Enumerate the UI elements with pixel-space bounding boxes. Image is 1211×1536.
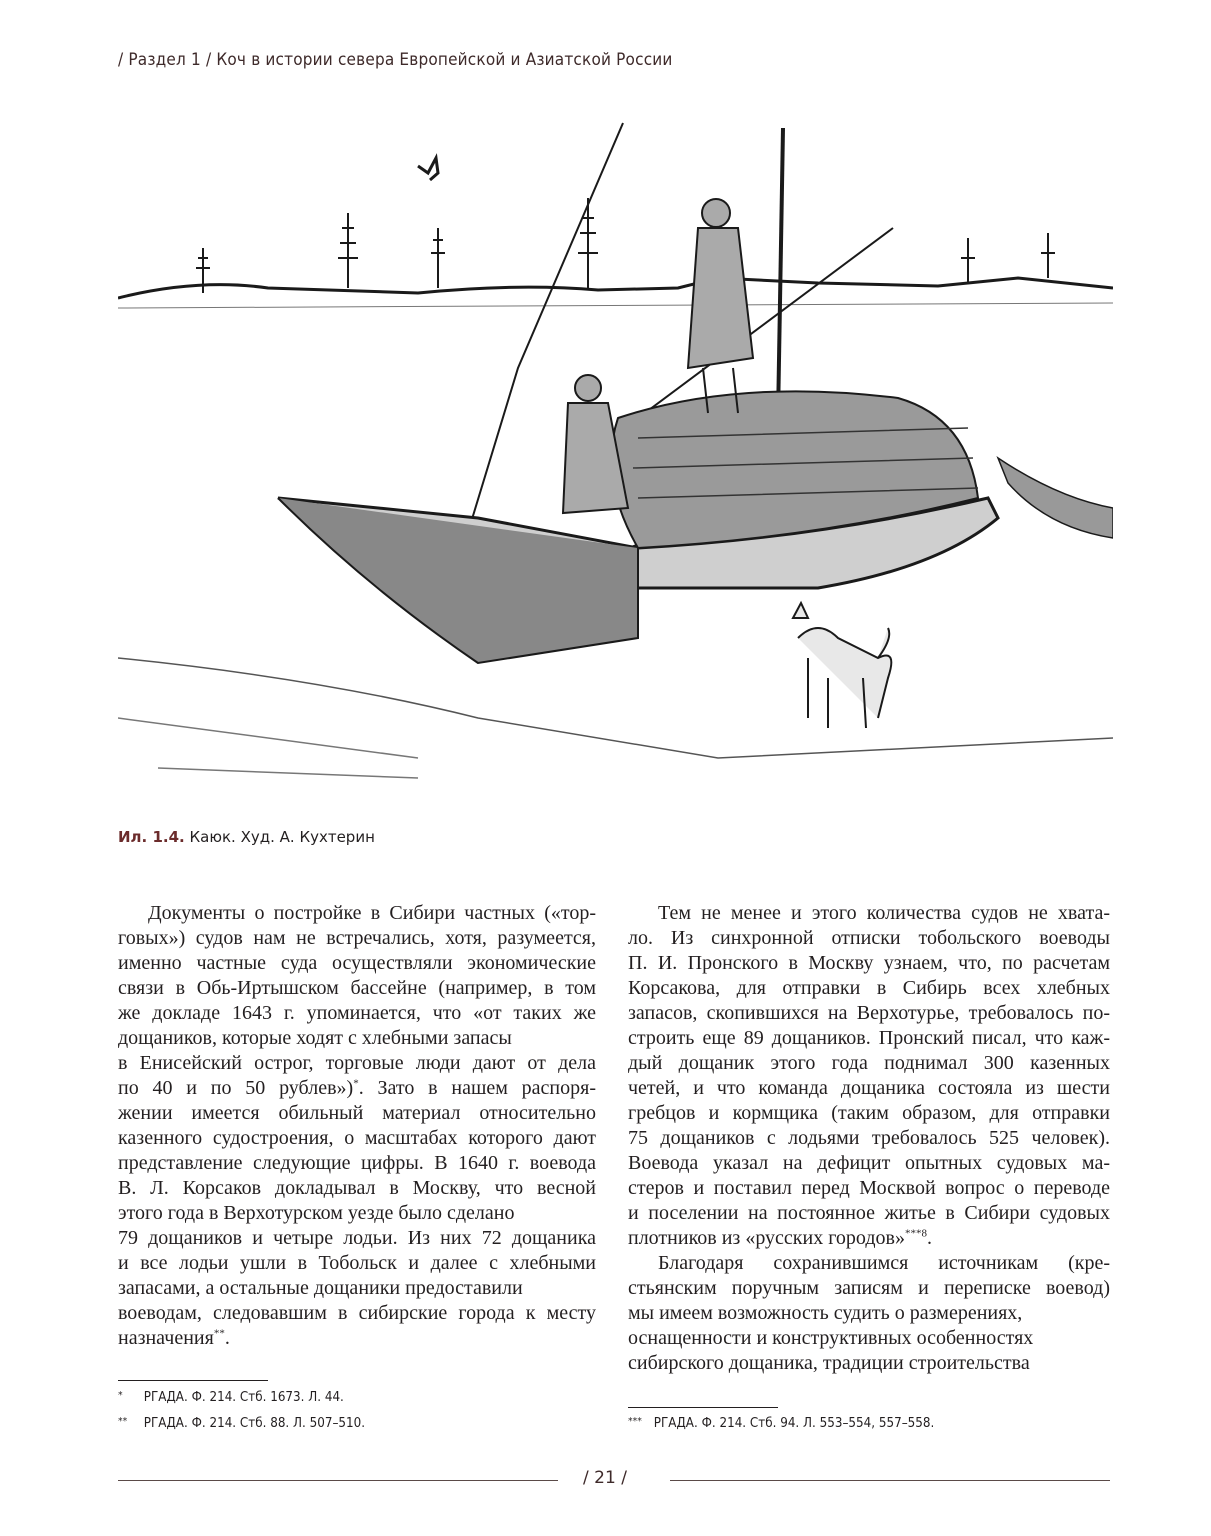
- second-boat: [998, 458, 1113, 538]
- text-line: 79 дощаников и четыре лодьи. Из них 72 дощаника: [118, 1227, 596, 1249]
- text-line: оснащенности и конструктивных особенностях: [628, 1327, 1034, 1349]
- text-line: именно частные суда осуществляли экономические: [118, 952, 596, 974]
- bird: [418, 158, 438, 180]
- text-line: Тем не менее и этого количества судов не хвата-: [658, 902, 1110, 924]
- text-line: В. Л. Корсаков докладывал в Москву, что весной: [118, 1177, 596, 1199]
- mast: [778, 128, 783, 418]
- text-line: говых») судов нам не встречались, хотя, разумеется,: [118, 927, 596, 949]
- footnote-mark: **: [118, 1416, 128, 1427]
- text-fragment: плотников из «русских городов»: [628, 1227, 905, 1249]
- body-column-left: [118, 901, 596, 1351]
- text-line: сибирского дощаника, традиции строительства: [628, 1352, 1030, 1374]
- text-line: воеводам, следовавшим в сибирские города к месту: [118, 1302, 596, 1324]
- text-fragment: . Зато в нашем распоря-: [358, 1077, 596, 1099]
- figure-caption: [118, 828, 375, 846]
- footnote: [628, 1416, 934, 1431]
- text-line: представление следующие цифры. В 1640 г. воевода: [118, 1152, 596, 1174]
- shore-ground: [118, 658, 1113, 758]
- running-header: / Раздел 1 / Коч в истории севера Европейской и Азиатской России: [118, 50, 673, 70]
- figure-label: Ил. 1.4.: [118, 828, 185, 846]
- text-line: стеров и поставил перед Москвой вопрос о переводе: [628, 1177, 1110, 1199]
- text-line: дый дощаник этого года поднимал 300 казенных: [628, 1052, 1110, 1074]
- text-line: стьянским поручным записям и переписке воевод): [628, 1277, 1110, 1299]
- text-line: Документы о постройке в Сибири частных («тор-: [148, 902, 596, 924]
- footnote-text: РГАДА. Ф. 214. Стб. 1673. Л. 44.: [143, 1390, 344, 1405]
- text-line: четей, и что команда дощаника состояла из шести: [628, 1077, 1110, 1099]
- text-line: казенного судостроения, о масштабах которого дают: [118, 1127, 596, 1149]
- text-line: П. И. Пронского в Москву узнаем, что, по расчетам: [628, 952, 1110, 974]
- text-line: запасов, скопившихся на Верхотурье, требовалось по-: [628, 1002, 1110, 1024]
- text-line: связи в Обь-Иртышском бассейне (например, в том: [118, 977, 596, 999]
- text-fragment: по 40 и по 50 рублев»): [118, 1077, 354, 1099]
- footnote-ref[interactable]: ***8: [904, 1227, 927, 1240]
- footnote: [118, 1390, 344, 1405]
- body-column-right: [628, 901, 1110, 1376]
- illustration-kayuk-boat: [118, 118, 1113, 793]
- text-line: жении имеется обильный материал относительно: [118, 1102, 596, 1124]
- footnote-divider: [118, 1380, 268, 1381]
- text-line: Корсакова, для отправки в Сибирь всех хлебных: [628, 977, 1110, 999]
- text-line: Воевода указал на дефицит опытных судовых ма-: [628, 1152, 1110, 1174]
- far-shore: [118, 278, 1113, 298]
- text-line: же докладе 1643 г. упоминается, что «от таких же: [118, 1002, 596, 1024]
- text-fragment: .: [926, 1227, 932, 1249]
- dog: [793, 603, 891, 728]
- text-line: и все лодьи ушли в Тобольск и далее с хлебными: [118, 1252, 596, 1274]
- text-line: в Енисейский острог, торговые люди дают от дела: [118, 1052, 596, 1074]
- footnote-text: РГАДА. Ф. 214. Стб. 88. Л. 507–510.: [143, 1416, 366, 1431]
- footnote-divider: [628, 1407, 778, 1408]
- footnote-text: РГАДА. Ф. 214. Стб. 94. Л. 553–554, 557–558.: [653, 1416, 935, 1431]
- text-line: 75 дощаников с лодьями требовалось 525 человек).: [628, 1127, 1110, 1149]
- figure-caption-text: Каюк. Худ. А. Кухтерин: [189, 828, 375, 846]
- text-line: гребцов и кормщика (таким образом, для отправки: [628, 1102, 1110, 1124]
- text-line: и поселении на постоянное житье в Сибири судовых: [628, 1202, 1110, 1224]
- footer-rule-right: [670, 1480, 1110, 1481]
- footnote-mark: ***: [628, 1416, 642, 1427]
- text-line: мы имеем возможность судить о размерениях,: [628, 1302, 1023, 1324]
- footer-rule-left: [118, 1480, 558, 1481]
- text-line: этого года в Верхотурском уезде было сделано: [118, 1202, 515, 1224]
- trees: [196, 198, 1055, 293]
- footnote: [118, 1416, 365, 1431]
- text-line: ло. Из синхронной отписки тобольского воеводы: [628, 927, 1110, 949]
- standing-man: [688, 199, 753, 413]
- text-fragment: назначения: [118, 1327, 214, 1349]
- footnote-ref[interactable]: **: [213, 1327, 225, 1340]
- text-line: строить еще 89 дощаников. Пронский писал, что каж-: [628, 1027, 1110, 1049]
- text-fragment: .: [224, 1327, 230, 1349]
- text-line: запасами, а остальные дощаники предоставили: [118, 1277, 523, 1299]
- text-line: [118, 1326, 596, 1351]
- text-line: дощаников, которые ходят с хлебными запасы: [118, 1027, 512, 1049]
- text-line: Благодаря сохранившимся источникам (кре-: [658, 1252, 1110, 1274]
- page-number: / 21 /: [583, 1468, 627, 1488]
- text-line: [628, 1226, 1110, 1251]
- footnote-mark: *: [118, 1390, 123, 1401]
- footnote-ref[interactable]: *: [353, 1077, 359, 1090]
- text-line: [118, 1076, 596, 1101]
